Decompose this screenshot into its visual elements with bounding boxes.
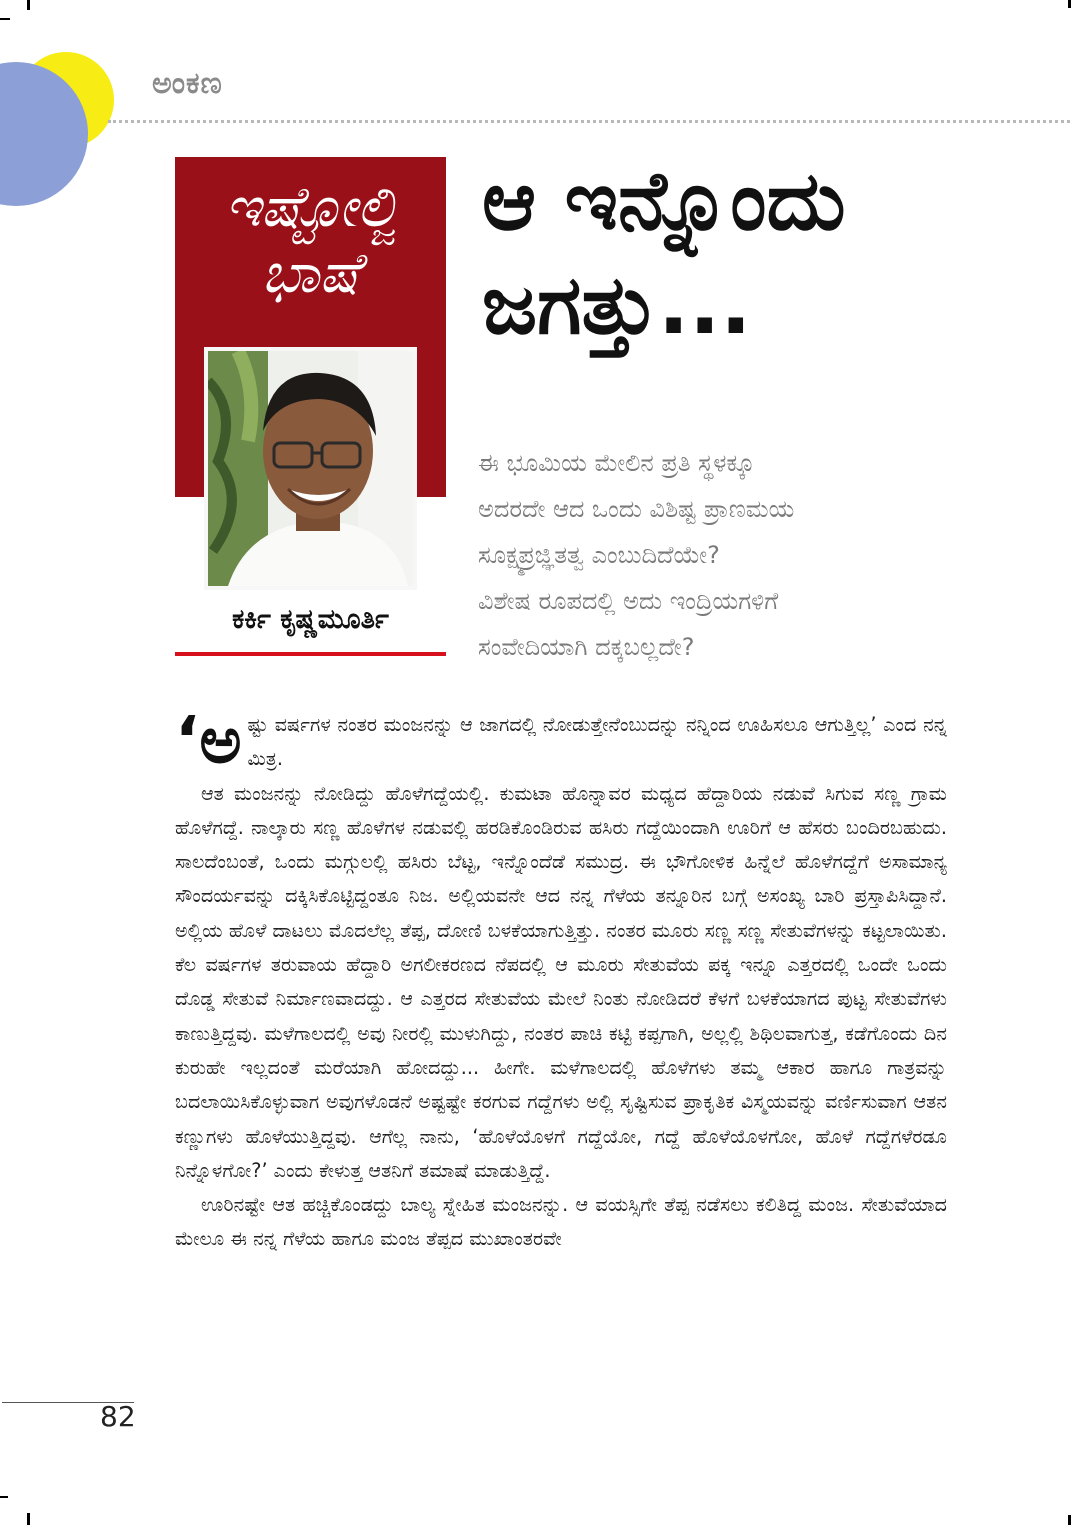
drop-cap: ‘ಅ <box>175 704 242 778</box>
paragraph-2: ಆತ ಮಂಜನನ್ನು ನೋಡಿದ್ದು ಹೊಳೆಗದ್ದೆಯಲ್ಲಿ. ಕುಮಟಾ ಹೊನ್ನಾವರ ಮಧ್ಯದ ಹೆದ್ದಾರಿಯ ನಡುವೆ ಸಿಗುವ ಸಣ್ಣ ಗ್ರಾಮ ಹೊಳೆಗದ್ದೆ. ನಾಲ್ಕಾರು ಸಣ್ಣ ಹೊಳೆಗಳ ನಡುವಲ್ಲಿ ಹರಡಿಕೊಂಡಿರುವ ಹಸಿರು ಗದ್ದೆಯಿಂದಾಗಿ ಊರಿಗೆ ಆ ಹೆಸರು ಬಂದಿರಬಹುದು. ಸಾಲದೆಂಬಂತೆ, ಒಂದು ಮಗ್ಗುಲಲ್ಲಿ ಹಸಿರು ಬೆಟ್ಟ, ಇನ್ನೊಂದೆಡೆ ಸಮುದ್ರ. ಈ ಭೌಗೋಳಿಕ ಹಿನ್ನೆಲೆ ಹೊಳೆಗದ್ದೆಗೆ ಅಸಾಮಾನ್ಯ ಸೌಂದರ್ಯವನ್ನು ದಕ್ಕಿಸಿಕೊಟ್ಟಿದ್ದಂತೂ ನಿಜ. ಅಲ್ಲಿಯವನೇ ಆದ ನನ್ನ ಗೆಳೆಯ ತನ್ನೂರಿನ ಬಗ್ಗೆ ಅಸಂಖ್ಯ ಬಾರಿ ಪ್ರಸ್ತಾಪಿಸಿದ್ದಾನೆ. ಅಲ್ಲಿಯ ಹೊಳೆ ದಾಟಲು ಮೊದಲೆಲ್ಲ ತೆಪ್ಪ, ದೋಣಿ ಬಳಕೆಯಾಗುತ್ತಿತ್ತು. ನಂತರ ಮೂರು ಸಣ್ಣ ಸಣ್ಣ ಸೇತುವೆಗಳನ್ನು ಕಟ್ಟಲಾಯಿತು. ಕೆಲ ವರ್ಷಗಳ ತರುವಾಯ ಹೆದ್ದಾರಿ ಅಗಲೀಕರಣದ ನೆಪದಲ್ಲಿ ಆ ಮೂರು ಸೇತುವೆಯ ಪಕ್ಕ ಇನ್ನೂ ಎತ್ತರದಲ್ಲಿ ಒಂದೇ ಒಂದು ದೊಡ್ಡ ಸೇತುವೆ ನಿರ್ಮಾಣವಾದದ್ದು. ಆ ಎತ್ತರದ ಸೇತುವೆಯ ಮೇಲೆ ನಿಂತು ನೋಡಿದರೆ ಕೆಳಗೆ ಬಳಕೆಯಾಗದ ಪುಟ್ಟ ಸೇತುವೆಗಳು ಕಾಣುತ್ತಿದ್ದವು. ಮಳೆಗಾಲದಲ್ಲಿ ಅವು ನೀರಲ್ಲಿ ಮುಳುಗಿದ್ದು, ನಂತರ ಪಾಚಿ ಕಟ್ಟಿ ಕಪ್ಪಗಾಗಿ, ಅಲ್ಲಲ್ಲಿ ಶಿಥಿಲವಾಗುತ್ತ, ಕಡೆಗೊಂದು ದಿನ ಕುರುಹೇ ಇಲ್ಲದಂತೆ ಮರೆಯಾಗಿ ಹೋದದ್ದು... ಹೀಗೇ. ಮಳೆಗಾಲದಲ್ಲಿ ಹೊಳೆಗಳು ತಮ್ಮ ಆಕಾರ ಹಾಗೂ ಗಾತ್ರವನ್ನು ಬದಲಾಯಿಸಿಕೊಳ್ಳುವಾಗ ಅವುಗಳೊಡನೆ ಅಷ್ಟಷ್ಟೇ ಕರಗುವ ಗದ್ದೆಗಳು ಅಲ್ಲಿ ಸೃಷ್ಟಿಸುವ ಪ್ರಾಕೃತಿಕ ವಿಸ್ಮಯವನ್ನು ವರ್ಣಿಸುವಾಗ ಆತನ ಕಣ್ಣುಗಳು ಹೊಳೆಯುತ್ತಿದ್ದವು. ಆಗೆಲ್ಲ ನಾನು, ‘ಹೊಳೆಯೊಳಗೆ ಗದ್ದೆಯೋ, ಗದ್ದೆ ಹೊಳೆಯೊಳಗೋ, ಹೊಳೆ ಗದ್ದೆಗಳೆರಡೂ ನಿನ್ನೊಳಗೋ?’ ಎಂದು ಕೇಳುತ್ತ ಆತನಿಗೆ ತಮಾಷೆ ಮಾಡುತ್ತಿದ್ದೆ. <box>175 781 947 1182</box>
header-dotted-rule <box>108 120 1070 123</box>
column-name <box>175 175 446 307</box>
paragraph-3: ಊರಿನಷ್ಟೇ ಆತ ಹಚ್ಚಿಕೊಂಡದ್ದು ಬಾಲ್ಯ ಸ್ನೇಹಿತ ಮಂಜನನ್ನು. ಆ ವಯಸ್ಸಿಗೇ ತೆಪ್ಪ ನಡೆಸಲು ಕಲಿತಿದ್ದ ಮಂಜ. ಸೇತುವೆಯಾದ ಮೇಲೂ ಈ ನನ್ನ ಗೆಳೆಯ ಹಾಗೂ ಮಂಜ ತೆಪ್ಪದ ಮುಖಾಂತರವೇ <box>175 1193 947 1251</box>
crop-mark-left-upper <box>0 18 10 20</box>
standfirst-line: ಅದರದೇ ಆದ ಒಂದು ವಿಶಿಷ್ಟ ಪ್ರಾಣಮಯ <box>478 495 795 523</box>
author-photo-illustration <box>208 351 413 586</box>
standfirst-line: ಈ ಭೂಮಿಯ ಮೇಲಿನ ಪ್ರತಿ ಸ್ಥಳಕ್ಕೂ <box>478 449 755 477</box>
crop-mark-top-right <box>1068 0 1071 8</box>
author-underline <box>175 652 446 656</box>
section-label: ಅಂಕಣ <box>152 66 223 101</box>
column-name-line2: ಭಾಷೆ <box>261 241 360 306</box>
standfirst <box>478 440 948 670</box>
crop-mark-left-lower <box>0 1496 8 1498</box>
author-photo <box>204 347 417 590</box>
standfirst-line: ಸೂಕ್ಷ್ಮಪ್ರಜ್ಞಿತತ್ವ ಎಂಬುದಿದೆಯೇ? <box>478 541 720 569</box>
headline-line1: ಆ ಇನ್ನೊಂದು <box>482 154 846 249</box>
crop-mark-bottom-left <box>27 1513 30 1525</box>
headline-line2: ಜಗತ್ತು... <box>482 258 752 353</box>
standfirst-line: ವಿಶೇಷ ರೂಪದಲ್ಲಿ ಅದು ಇಂದ್ರಿಯಗಳಿಗೆ <box>478 587 779 615</box>
article-body <box>175 704 947 1257</box>
page-number: 82 <box>100 1400 136 1433</box>
crop-mark-bottom-right <box>1068 1515 1071 1525</box>
standfirst-line: ಸಂವೇದಿಯಾಗಿ ದಕ್ಕಬಲ್ಲದೇ? <box>478 633 695 661</box>
paragraph-1-text: ಷ್ಟು ವರ್ಷಗಳ ನಂತರ ಮಂಜನನ್ನು ಆ ಜಾಗದಲ್ಲಿ ನೋಡುತ್ತೇನೆಂಬುದನ್ನು ನನ್ನಿಂದ ಊಹಿಸಲೂ ಆಗುತ್ತಿಲ್ಲ’ ಎಂದ ನನ್ನ ಮಿತ್ರ. <box>247 713 947 771</box>
crop-mark-top-left <box>27 0 30 10</box>
column-name-line1: ಇಷ್ಟೋಲ್ಜಿ <box>224 175 397 240</box>
headline <box>482 150 1042 358</box>
author-name: ಕರ್ಕಿ ಕೃಷ್ಣಮೂರ್ತಿ <box>232 604 389 635</box>
paragraph-1 <box>175 704 947 778</box>
